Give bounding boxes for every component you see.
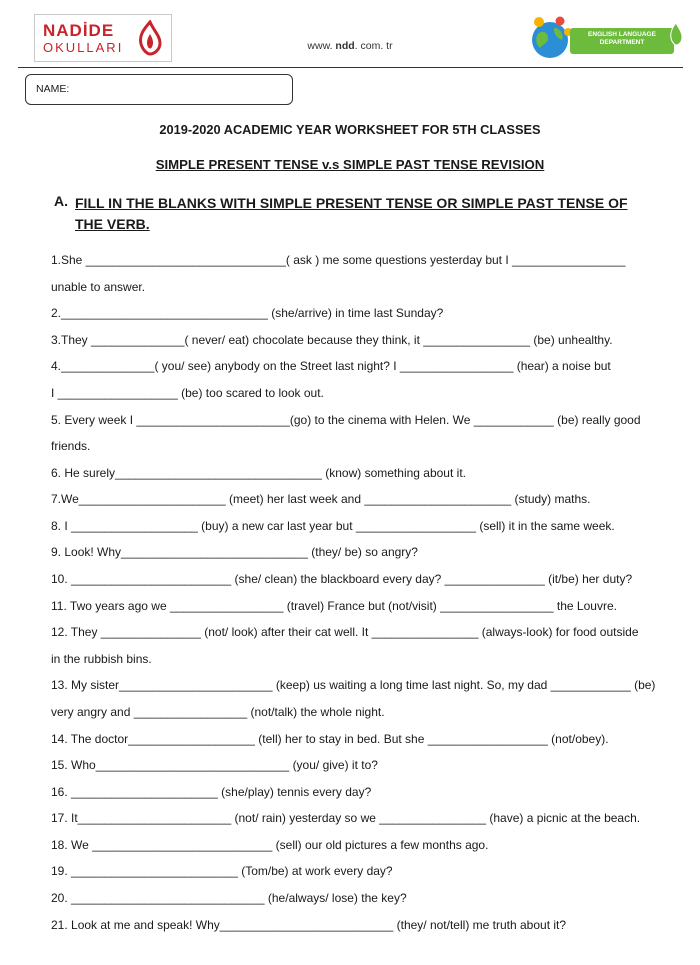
exercise-line: 9. Look! Why____________________________ (they/ be) so angry?: [51, 545, 418, 559]
exercise-line: very angry and _________________ (not/talk) the whole night.: [51, 705, 385, 719]
globe-icon: [526, 14, 574, 64]
exercise-line: 15. Who_____________________________ (you/ give) it to?: [51, 758, 378, 772]
section-letter: A.: [54, 193, 68, 209]
exercise-line: 4.______________( you/ see) anybody on the Street last night? I _________________ (hear) a noise but: [51, 359, 611, 373]
exercise-line: 10. ________________________ (she/ clean) the blackboard every day? _______________ (it/be) her duty?: [51, 572, 633, 586]
exercise-line: I __________________ (be) too scared to look out.: [51, 386, 324, 400]
exercise-line: 21. Look at me and speak! Why__________________________ (they/ not/tell) me truth about it?: [51, 918, 567, 932]
school-name: NADİDE: [43, 21, 115, 40]
exercise-line: 13. My sister_______________________ (keep) us waiting a long time last night. So, my dad ____________ (be): [51, 678, 656, 692]
website-url: www. ndd. com. tr: [307, 40, 393, 52]
exercise-line: 20. _____________________________ (he/always/ lose) the key?: [51, 891, 407, 905]
exercise-line: 14. The doctor___________________ (tell) her to stay in bed. But she __________________ (not/obey).: [51, 732, 609, 746]
flame-icon: [668, 22, 684, 46]
exercise-line: 17. It_______________________ (not/ rain) yesterday so we ________________ (have) a picnic at the beach.: [51, 811, 641, 825]
school-logo: [34, 14, 172, 62]
exercise-line: 8. I ___________________ (buy) a new car last year but __________________ (sell) it in the same week.: [51, 519, 615, 533]
exercise-line: 19. _________________________ (Tom/be) at work every day?: [51, 864, 393, 878]
exercise-line: 16. ______________________ (she/play) tennis every day?: [51, 785, 372, 799]
exercise-line: 12. They _______________ (not/ look) after their cat well. It ________________ (always-look) for food outside: [51, 625, 639, 639]
section-title: FILL IN THE BLANKS WITH SIMPLE PRESENT TENSE OR SIMPLE PAST TENSE OF THE VERB.: [75, 195, 628, 232]
school-subtitle: OKULLARI: [43, 40, 124, 55]
exercise-line: unable to answer.: [51, 280, 146, 294]
name-field[interactable]: [25, 74, 293, 105]
exercise-line: friends.: [51, 439, 91, 453]
header-divider: [18, 67, 683, 68]
department-banner: ENGLISH LANGUAGE DEPARTMENT: [570, 28, 674, 54]
exercise-line: 11. Two years ago we _________________ (travel) France but (not/visit) _________________ the Louvre.: [51, 599, 617, 613]
page-header: [0, 0, 700, 68]
department-logo: [526, 14, 684, 64]
exercise-line: in the rubbish bins.: [51, 652, 152, 666]
exercise-line: 5. Every week I _______________________(go) to the cinema with Helen. We ____________ (be) really good: [51, 413, 641, 427]
exercise-line: 2._______________________________ (she/arrive) in time last Sunday?: [51, 306, 444, 320]
exercise-line: 18. We ___________________________ (sell) our old pictures a few months ago.: [51, 838, 489, 852]
worksheet-subtitle: SIMPLE PRESENT TENSE v.s SIMPLE PAST TENSE REVISION: [155, 157, 545, 172]
exercise-line: 6. He surely_______________________________ (know) something about it.: [51, 466, 466, 480]
exercise-line: 3.They ______________( never/ eat) chocolate because they think, it ________________ (be) unhealthy.: [51, 333, 613, 347]
exercise-line: 7.We______________________ (meet) her last week and ______________________ (study) maths.: [51, 492, 591, 506]
exercise-line: 1.She ______________________________( ask ) me some questions yesterday but I _________________: [51, 253, 626, 267]
worksheet-title: 2019-2020 ACADEMIC YEAR WORKSHEET FOR 5TH CLASSES: [159, 122, 541, 137]
name-label: NAME:: [36, 83, 70, 95]
